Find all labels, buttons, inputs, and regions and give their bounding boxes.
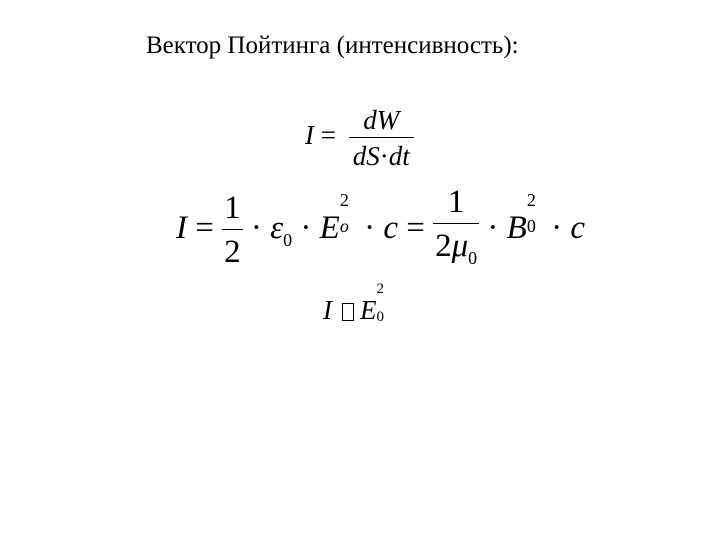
- area-differential: dS: [352, 141, 380, 171]
- energy-fraction: [349, 104, 414, 172]
- dot-operator: ·: [551, 210, 563, 247]
- slide-title: Вектор Пойтинга (интенсивность):: [146, 32, 519, 59]
- missing-glyph-icon: [342, 303, 354, 321]
- time-differential: dt: [388, 141, 410, 171]
- magnetic-field-symbol: B: [506, 210, 527, 247]
- fraction-numerator: 1: [433, 183, 479, 224]
- electric-field-exponent: 2: [376, 281, 384, 297]
- proportionality-equation: [323, 281, 391, 326]
- mu-subscript: 0: [468, 248, 478, 268]
- electric-field-exponent: 2: [339, 190, 349, 211]
- light-speed-symbol: c: [383, 210, 398, 247]
- electric-field-symbol: E: [319, 210, 340, 247]
- equals-sign: =: [406, 210, 425, 247]
- dot-operator: ·: [379, 141, 389, 171]
- intensity-symbol: I: [305, 120, 314, 151]
- intensity-symbol: I: [323, 295, 332, 325]
- electric-field-subscript: o: [339, 216, 349, 237]
- epsilon-subscript: 0: [283, 230, 293, 251]
- electric-field-symbol: E: [360, 295, 377, 325]
- electric-field-subscript: 0: [376, 309, 384, 325]
- epsilon-symbol: ε: [270, 210, 284, 247]
- fraction-denominator: [349, 138, 414, 172]
- mu-fraction: [433, 183, 479, 278]
- dot-operator: ·: [364, 210, 376, 247]
- intensity-definition-equation: [305, 104, 414, 172]
- intensity-field-equation: [176, 183, 585, 278]
- light-speed-symbol: c: [570, 210, 585, 247]
- mu-symbol: μ: [451, 228, 469, 264]
- fraction-denominator: 2: [224, 234, 241, 270]
- dot-operator: ·: [300, 210, 312, 247]
- denominator-coefficient: 2: [435, 228, 452, 264]
- half-fraction: [222, 189, 243, 272]
- equals-sign: =: [195, 210, 214, 247]
- intensity-symbol: I: [176, 210, 187, 247]
- equals-sign: =: [320, 120, 336, 151]
- fraction-denominator: [433, 224, 479, 278]
- fraction-numerator: dW: [349, 104, 414, 138]
- magnetic-field-subscript: 0: [526, 216, 536, 237]
- magnetic-field-exponent: 2: [526, 190, 536, 211]
- fraction-numerator: 1: [222, 189, 243, 230]
- dot-operator: ·: [487, 210, 499, 247]
- electric-field-indices: [376, 281, 391, 326]
- dot-operator: ·: [250, 210, 262, 247]
